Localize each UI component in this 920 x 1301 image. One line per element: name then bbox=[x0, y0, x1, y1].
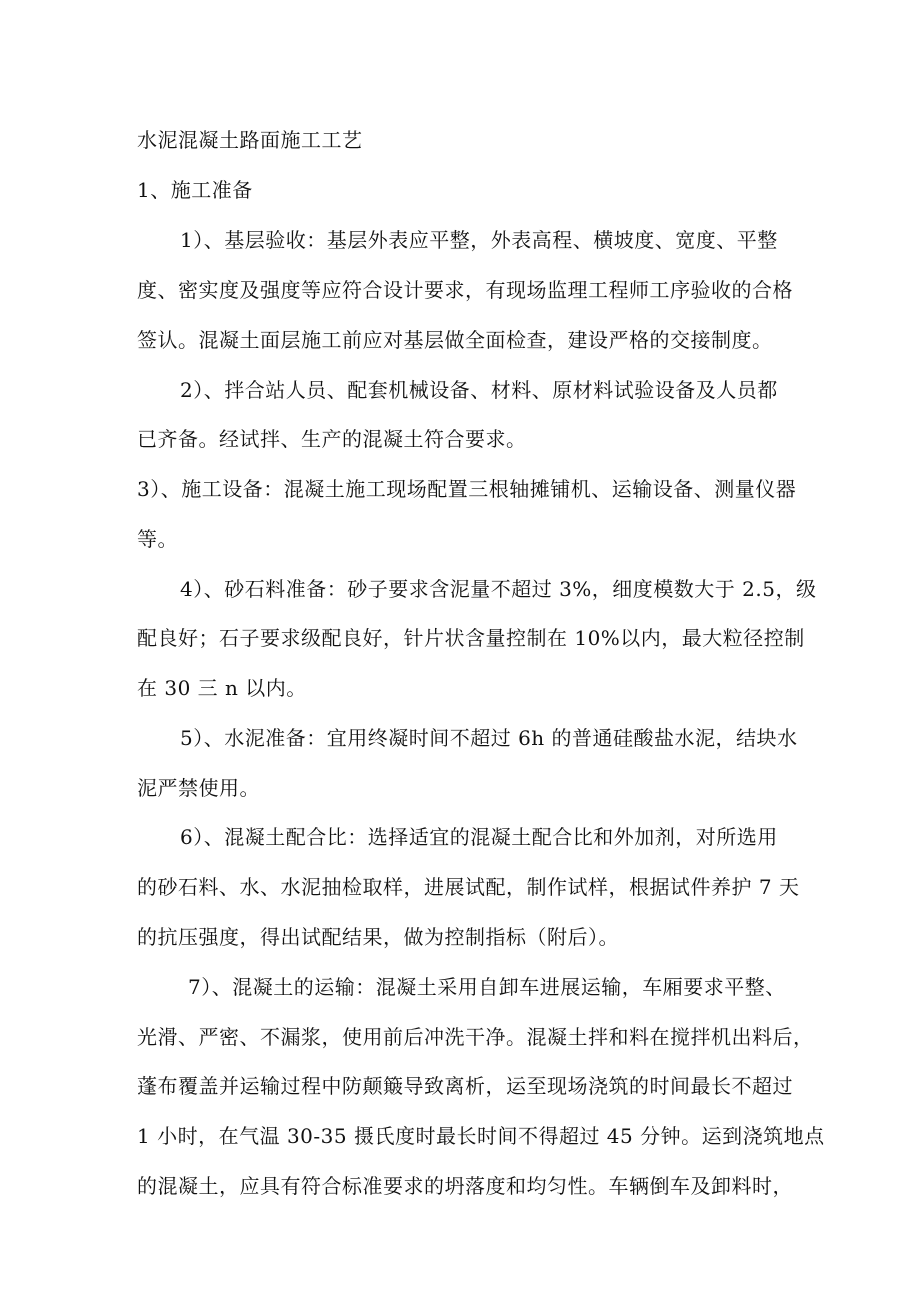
paragraph-line: 度、密实度及强度等应符合设计要求，有现场监理工程师工序验收的合格 bbox=[137, 278, 793, 302]
paragraph-line: 在 30 三 n 以内。 bbox=[137, 676, 307, 700]
paragraph-line: 配良好；石子要求级配良好，针片状含量控制在 10%以内，最大粒径控制 bbox=[137, 626, 805, 650]
document-title: 水泥混凝土路面施工工艺 bbox=[137, 128, 363, 152]
paragraph-line: 等。 bbox=[137, 527, 178, 551]
section-heading: 1、施工准备 bbox=[137, 178, 253, 202]
paragraph-line: 1 小时，在气温 30-35 摄氏度时最长时间不得超过 45 分钟。运到浇筑地点 bbox=[137, 1124, 825, 1148]
paragraph-line: 6）、混凝土配合比：选择适宜的混凝土配合比和外加剂，对所选用 bbox=[180, 825, 778, 849]
paragraph-line: 2）、拌合站人员、配套机械设备、材料、原材料试验设备及人员都 bbox=[180, 378, 778, 402]
paragraph-line: 1）、基层验收：基层外表应平整，外表高程、横坡度、宽度、平整 bbox=[180, 228, 778, 252]
paragraph-line: 光滑、严密、不漏浆，使用前后冲洗干净。混凝土拌和料在搅拌机出料后， bbox=[137, 1025, 814, 1049]
paragraph-line: 蓬布覆盖并运输过程中防颠簸导致离析，运至现场浇筑的时间最长不超过 bbox=[137, 1074, 793, 1098]
paragraph-line: 5）、水泥准备：宜用终凝时间不超过 6h 的普通硅酸盐水泥，结块水 bbox=[180, 726, 798, 750]
paragraph-line: 已齐备。经试拌、生产的混凝土符合要求。 bbox=[137, 427, 527, 451]
paragraph-line: 7）、混凝土的运输：混凝土采用自卸车进展运输，车厢要求平整、 bbox=[188, 975, 786, 999]
paragraph-line: 的抗压强度，得出试配结果，做为控制指标（附后）。 bbox=[137, 925, 619, 949]
paragraph-line: 泥严禁使用。 bbox=[137, 776, 260, 800]
paragraph-line: 的混凝土，应具有符合标准要求的坍落度和均匀性。车辆倒车及卸料时， bbox=[137, 1174, 793, 1198]
paragraph-line: 的砂石料、水、水泥抽检取样，进展试配，制作试样，根据试件养护 7 天 bbox=[137, 875, 800, 899]
paragraph-line: 3）、施工设备：混凝土施工现场配置三根轴摊铺机、运输设备、测量仪器 bbox=[137, 477, 797, 501]
paragraph-line: 签认。混凝土面层施工前应对基层做全面检查，建设严格的交接制度。 bbox=[137, 328, 773, 352]
paragraph-line: 4）、砂石料准备：砂子要求含泥量不超过 3%，细度模数大于 2.5，级 bbox=[180, 577, 817, 601]
